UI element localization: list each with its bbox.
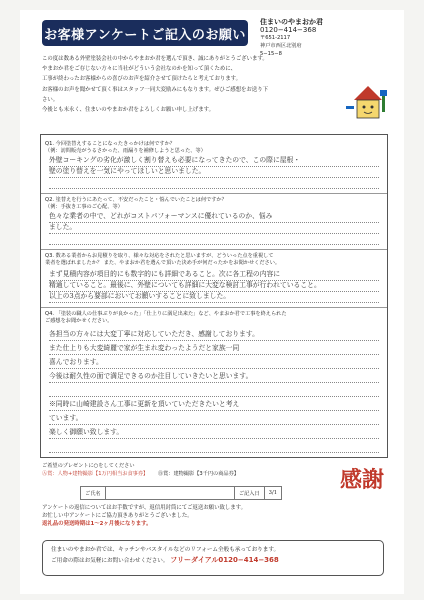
date-label: ご記入日 — [235, 487, 265, 499]
question-example: ご感想をお聞かせください。 — [45, 318, 113, 324]
answer-line[interactable]: 喜んでおります。 — [49, 357, 379, 369]
footer-box — [42, 540, 384, 576]
answer-line[interactable]: ています。 — [49, 413, 379, 425]
free-dial: フリーダイアル0120−414−368 — [170, 556, 279, 564]
question-2 — [45, 197, 383, 211]
question-example: 業者を選ばれましたか？ また、やまおか君を選んで頂いた決め手が何だったかをお聞かせください。 — [45, 260, 281, 266]
notice-line: アンケートの返信についてはお手数ですが、返信用封筒にてご返送お願い致します。 — [42, 505, 246, 511]
company-name: 住まいのやまおか君 — [260, 18, 323, 26]
mascot-house-icon — [338, 78, 398, 130]
return-notice — [42, 504, 282, 528]
present-option-a[interactable]: Ⓐ賞：人物+建物撮影【1万円相当お食事券】 — [42, 471, 149, 477]
answer-line[interactable]: また仕上りも大変綺麗で家が生まれ変わったようだと家族一同 — [49, 343, 379, 355]
answer-line[interactable]: 精通していること。最後に、外壁についても詳細に大変な検討工事が行われていること。 — [49, 280, 379, 292]
answer-line[interactable]: 以上の3点から要部においてお願いすることに致しました。 — [49, 291, 379, 303]
intro-line: 今後とも末永く、住まいのやまおか君をよろしくお願い申し上げます。 — [42, 107, 214, 114]
name-field[interactable] — [106, 487, 235, 499]
question-example: （例：訪問販売がうるさかった、雨漏りを補修しようと思った、等） — [45, 148, 206, 154]
intro-line: この度は数ある外壁塗装会社の中からやまおか君を選んで頂き、誠にありがとうございます。 — [42, 56, 268, 62]
answer-line[interactable] — [49, 441, 379, 453]
thanks-calligraphy: 感謝 — [339, 467, 384, 493]
question-3 — [45, 253, 383, 267]
company-info — [260, 18, 400, 58]
company-address-2: 5−15−8 — [260, 51, 282, 57]
intro-text — [42, 54, 270, 115]
divider — [41, 193, 387, 194]
divider — [41, 307, 387, 308]
page-title: お客様アンケートご記入のお願い — [42, 20, 248, 46]
answer-line[interactable]: 今後は耐久性の面で満足できるのか注目していきたいと思います。 — [49, 371, 379, 383]
present-section — [42, 462, 302, 478]
notice-line: 返礼品の発送時期は1〜2ヶ月後になります。 — [42, 521, 152, 527]
notice-line: お忙しい中アンケートにご協力頂きありがとうございました。 — [42, 513, 193, 519]
answer-line[interactable]: まず見積内容が項目的にも数字的にも詳細であること。次に各工程の内容に — [49, 269, 379, 281]
question-label: Q3. 数ある業者からお見積りを取り、様々な対応をされたと思いますが、どういった点を重視して — [45, 253, 274, 259]
divider — [41, 249, 387, 250]
questionnaire-sheet — [20, 10, 404, 594]
name-label: ご氏名 — [81, 487, 106, 499]
company-tel: 0120−414−368 — [260, 26, 317, 34]
company-address: 神戸市西区北別府 — [260, 43, 302, 49]
questions-box — [40, 134, 388, 458]
answer-line[interactable]: 楽しく御願い致します。 — [49, 427, 379, 439]
answer-line[interactable] — [49, 233, 379, 245]
intro-line: やまおか君をご存じない方々に当社がどういう会社なのかを知って頂くために、 — [42, 66, 237, 73]
answer-line[interactable]: ※同時に山崎建設さん工事に更新を頂いていただきたいと考え — [49, 399, 379, 411]
question-1 — [45, 141, 383, 155]
answer-line[interactable]: 各担当の方々には大変丁寧に対応していただき、感謝しております。 — [49, 329, 379, 341]
answer-line[interactable]: 色々な業者の中で、どれがコストパフォーマンスに優れているのか、悩み — [49, 211, 379, 223]
question-label: Q2. 塗替えを行うにあたって、不安だったこと・悩んでいたことは何ですか？ — [45, 197, 227, 203]
answer-line[interactable] — [49, 385, 379, 397]
answer-line[interactable]: 壁の塗り替えを一気にやってほしいと思いました。 — [49, 166, 379, 178]
intro-line: 工事が終わったお客様からの喜びのお声を紹介させて頂けたらと考えております。 — [42, 76, 241, 83]
name-date-row — [80, 486, 282, 500]
question-example: （例：手抜き工事のご心配、等） — [45, 204, 123, 210]
footer-line: ご用命の際はお気軽にお問い合わせください。 — [51, 558, 169, 564]
answer-line[interactable]: ました。 — [49, 222, 379, 234]
present-option-b[interactable]: Ⓑ賞：建物撮影【3千円の商品券】 — [157, 471, 239, 477]
question-label: Q1. 今回塗替えすることになったきっかけは何ですか？ — [45, 141, 175, 147]
footer-line: 住まいのやまおか君では、キッチンやバスタイルなどのリフォーム全般も承っております。 — [51, 547, 280, 553]
answer-line[interactable] — [49, 177, 379, 189]
date-field[interactable]: 3/1 — [268, 490, 277, 496]
intro-line: お客様のお声を聞かせて頂く事はスタッフ一同大変励みにもなります。ぜひご感想をお送り下さい。 — [42, 86, 268, 103]
company-zip: 〒651-2117 — [260, 35, 291, 41]
question-4 — [45, 311, 383, 325]
question-label: Q4. 「塗装の職人の仕事ぶりが良かった」「仕上りに満足出来た」など、やまおか君で工事を終えられた — [45, 311, 287, 317]
present-prompt: ご希望のプレゼントに○をしてください — [42, 463, 135, 469]
answer-line[interactable]: 外壁コーキングの劣化が激しく割り替えも必要になってきたので、この際に屋根・ — [49, 155, 379, 167]
